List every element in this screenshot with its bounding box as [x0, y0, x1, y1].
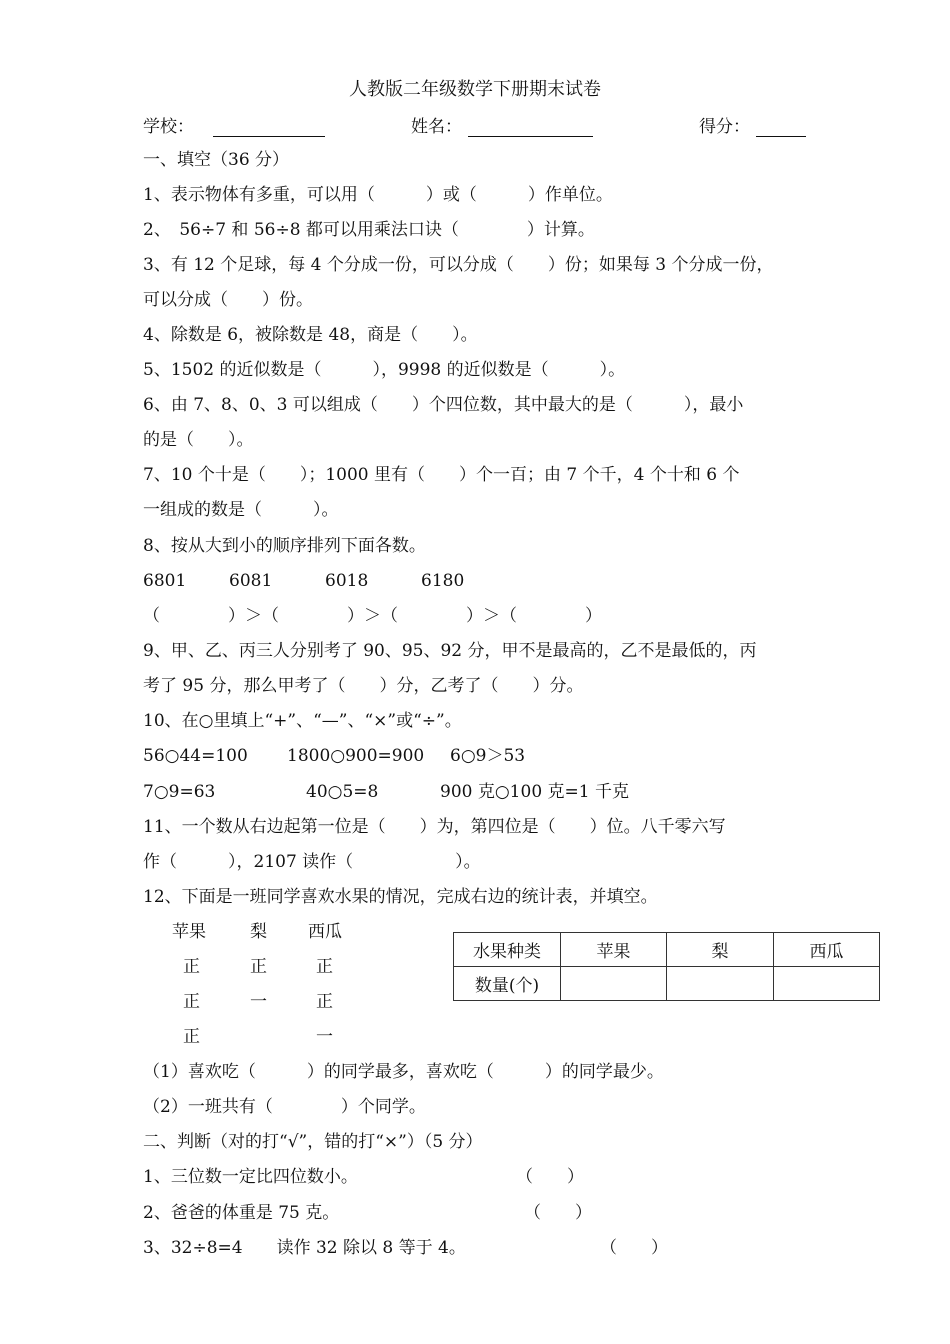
tally-mark: 正 — [250, 957, 267, 977]
question-line: 5、1502 的近似数是（ ），9998 的近似数是（ ）。 — [143, 360, 626, 380]
q10-equation: 1800○900=900 — [287, 746, 425, 766]
q8-number: 6180 — [421, 571, 465, 591]
q10-equation: 40○5=8 — [306, 782, 379, 802]
tally-mark: 正 — [183, 957, 200, 977]
question-line: 9、甲、乙、丙三人分别考了 90、95、92 分，甲不是最高的，乙不是最低的，丙 — [143, 641, 757, 661]
q8-number: 6018 — [325, 571, 369, 591]
question-line: 10、在○里填上“+”、“—”、“×”或“÷”。 — [143, 711, 462, 731]
table-header-cell: 梨 — [667, 933, 774, 967]
tally-mark: 一 — [316, 1027, 333, 1047]
name-label: 姓名： — [411, 117, 462, 137]
judgement-item: 3、32÷8=4 读作 32 除以 8 等于 4。 — [143, 1238, 466, 1258]
tally-mark: 正 — [316, 957, 333, 977]
question-line: 4、除数是 6，被除数是 48，商是（ ）。 — [143, 325, 478, 345]
exam-title: 人教版二年级数学下册期末试卷 — [349, 79, 601, 100]
judgement-blank[interactable]: （ ） — [524, 1203, 592, 1223]
question-line: 一组成的数是（ ）。 — [143, 500, 339, 520]
tally-mark: 一 — [250, 992, 267, 1012]
question-line: 可以分成（ ）份。 — [143, 290, 313, 310]
q8-order-blanks: （ ）＞（ ）＞（ ）＞（ ） — [143, 606, 602, 626]
sub-question: （2）一班共有（ ）个同学。 — [143, 1097, 426, 1117]
judgement-item: 2、爸爸的体重是 75 克。 — [143, 1203, 340, 1223]
question-line: 作（ ），2107 读作（ ）。 — [143, 852, 481, 872]
tally-header: 苹果 — [172, 922, 206, 942]
question-line: 8、按从大到小的顺序排列下面各数。 — [143, 536, 426, 556]
section1-heading: 一、填空（36 分） — [143, 150, 290, 170]
judgement-item: 1、三位数一定比四位数小。 — [143, 1167, 358, 1187]
q8-number: 6081 — [229, 571, 273, 591]
q8-number: 6801 — [143, 571, 187, 591]
question-line: 考了 95 分，那么甲考了（ ）分，乙考了（ ）分。 — [143, 676, 584, 696]
tally-header: 梨 — [250, 922, 267, 942]
count-cell-watermelon[interactable] — [774, 967, 880, 1001]
question-line: 6、由 7、8、0、3 可以组成（ ）个四位数，其中最大的是（ ），最小 — [143, 395, 744, 415]
table-row-label: 数量(个) — [454, 967, 561, 1001]
section2-heading: 二、判断（对的打“√”，错的打“×”）（5 分） — [143, 1132, 483, 1152]
judgement-blank[interactable]: （ ） — [600, 1238, 668, 1258]
score-blank[interactable] — [756, 136, 806, 137]
q10-equation: 6○9＞53 — [450, 746, 526, 766]
question-line: 1、表示物体有多重，可以用（ ）或（ ）作单位。 — [143, 185, 613, 205]
school-label: 学校： — [143, 117, 194, 137]
question-line: 的是（ ）。 — [143, 430, 254, 450]
table-header-cell: 苹果 — [561, 933, 667, 967]
tally-header: 西瓜 — [308, 922, 342, 942]
sub-question: （1）喜欢吃（ ）的同学最多，喜欢吃（ ）的同学最少。 — [143, 1062, 664, 1082]
judgement-blank[interactable]: （ ） — [516, 1167, 584, 1187]
table-row — [454, 933, 880, 967]
tally-mark: 正 — [183, 1027, 200, 1047]
question-line: 11、一个数从右边起第一位是（ ）为，第四位是（ ）位。八千零六写 — [143, 817, 726, 837]
count-cell-apple[interactable] — [561, 967, 667, 1001]
question-line: 12、下面是一班同学喜欢水果的情况，完成右边的统计表，并填空。 — [143, 887, 658, 907]
name-blank[interactable] — [468, 136, 593, 137]
question-line: 3、有 12 个足球，每 4 个分成一份，可以分成（ ）份；如果每 3 个分成一份， — [143, 255, 774, 275]
q10-equation: 900 克○100 克=1 千克 — [440, 782, 630, 802]
tally-mark: 正 — [183, 992, 200, 1012]
school-blank[interactable] — [213, 136, 325, 137]
question-line: 7、10 个十是（ ）；1000 里有（ ）个一百；由 7 个千，4 个十和 6 个 — [143, 465, 740, 485]
table-row — [454, 967, 880, 1001]
count-cell-pear[interactable] — [667, 967, 774, 1001]
fruit-stats-table — [453, 932, 880, 1001]
table-header-cell: 水果种类 — [454, 933, 561, 967]
score-label: 得分： — [699, 117, 750, 137]
q10-equation: 7○9=63 — [143, 782, 216, 802]
tally-mark: 正 — [316, 992, 333, 1012]
q10-equation: 56○44=100 — [143, 746, 248, 766]
table-header-cell: 西瓜 — [774, 933, 880, 967]
question-line: 2、 56÷7 和 56÷8 都可以用乘法口诀（ ）计算。 — [143, 220, 595, 240]
